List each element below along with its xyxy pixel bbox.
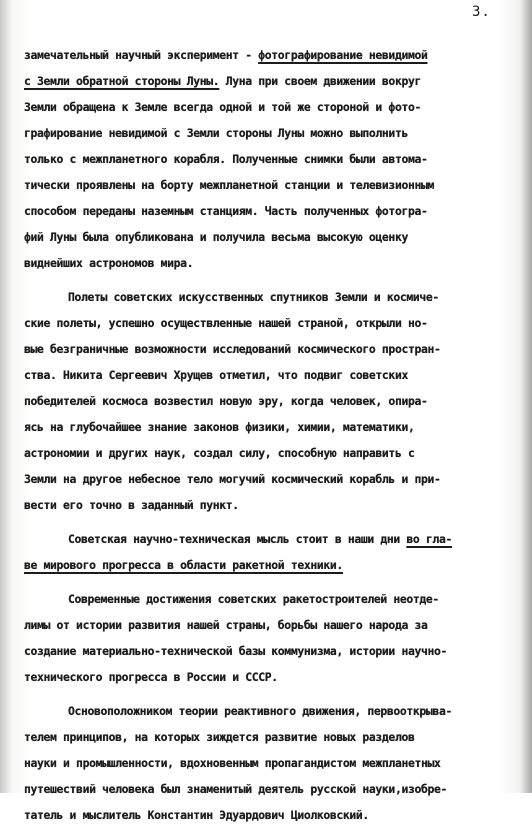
text-line [24, 94, 518, 120]
scan-right-edge-shadow [520, 0, 532, 793]
paragraph-gap [24, 690, 518, 698]
text-segment: ства. Никита Сергеевич Хрущев отметил, что подвиг советских [24, 368, 408, 382]
text-line [24, 284, 518, 310]
text-segment: Основоположником теории реактивного движения, первооткрыва- [68, 704, 452, 718]
text-segment: Луна при своем движении вокруг [219, 74, 421, 88]
text-line [24, 198, 518, 224]
text-line [24, 362, 518, 388]
page-number: 3. [472, 4, 491, 20]
text-segment: вести его точно в заданный пункт. [24, 498, 239, 512]
text-segment: графирование невидимой с Земли стороны Луны можно выполнить [24, 126, 408, 140]
text-segment: путешествий человека был знаменитый деятель русской науки,изобре- [24, 782, 448, 796]
text-line [24, 146, 518, 172]
text-segment: Полеты советских искусственных спутников Земли и космиче- [68, 290, 439, 304]
text-segment: лимы от истории развития нашей страны, борьбы нашего народа за [24, 618, 428, 632]
text-segment: науки и промышленности, вдохновенным пропагандистом межпланетных [24, 756, 441, 770]
text-segment: Современные достижения советских ракетостроителей неотде- [68, 592, 439, 606]
text-line [24, 664, 518, 690]
document-body [24, 42, 518, 828]
text-segment: замечательный научный эксперимент - [24, 48, 259, 62]
text-line [24, 612, 518, 638]
text-segment: ские полеты, успешно осуществленные нашей страной, открыли но- [24, 316, 428, 330]
text-segment: фий Луны была опубликована и получила весьма высокую оценку [24, 230, 408, 244]
paragraph-gap [24, 518, 518, 526]
text-segment: астрономии и других наук, создал силу, способную направить с [24, 446, 415, 460]
text-line [24, 492, 518, 518]
text-segment: Земли обращена к Земле всегда одной и той же стороной и фото- [24, 100, 421, 114]
paragraph [24, 284, 518, 518]
text-segment: Земли на другое небесное тело могучий космический корабль и при- [24, 472, 441, 486]
text-segment: только с межпланетного корабля. Полученные снимки были автома- [24, 152, 428, 166]
text-line [24, 68, 518, 94]
text-line [24, 336, 518, 362]
text-line [24, 440, 518, 466]
text-segment: ясь на глубочайшее знание законов физики, химии, математики, [24, 420, 415, 434]
underlined-text: ве мирового прогресса в области ракетной техники. [24, 558, 343, 572]
paragraph [24, 42, 518, 276]
text-line [24, 776, 518, 802]
text-segment: телем принципов, на которых зиждется развитие новых разделов [24, 730, 415, 744]
text-line [24, 466, 518, 492]
text-line [24, 802, 518, 828]
text-line [24, 698, 518, 724]
text-segment: Советская научно-техническая мысль стоит в наши дни [68, 532, 407, 546]
text-segment: виднейших астрономов мира. [24, 256, 194, 270]
text-line [24, 120, 518, 146]
text-line [24, 552, 518, 578]
text-segment: способом переданы наземным станциям. Часть полученных фотогра- [24, 204, 428, 218]
text-line [24, 250, 518, 276]
text-line [24, 224, 518, 250]
text-segment: тически проявлены на борту межпланетной станции и телевизионным [24, 178, 434, 192]
text-line [24, 42, 518, 68]
text-segment: вые безграничные возможности исследований космического простран- [24, 342, 441, 356]
paragraph-gap [24, 578, 518, 586]
text-segment: создание материально-технической базы коммунизма, истории научно- [24, 644, 448, 658]
text-line [24, 310, 518, 336]
text-line [24, 750, 518, 776]
text-segment: технического прогресса в России и СССР. [24, 670, 278, 684]
text-line [24, 172, 518, 198]
text-segment: победителей космоса возвестил новую эру, когда человек, опира- [24, 394, 428, 408]
scan-left-edge-shadow [0, 0, 12, 793]
underlined-text: с Земли обратной стороны Луны. [24, 74, 220, 88]
text-line [24, 526, 518, 552]
text-line [24, 724, 518, 750]
text-line [24, 388, 518, 414]
underlined-text: во гла- [406, 532, 452, 546]
paragraph [24, 526, 518, 578]
paragraph [24, 586, 518, 690]
paragraph [24, 698, 518, 828]
text-line [24, 414, 518, 440]
text-line [24, 638, 518, 664]
text-line [24, 586, 518, 612]
underlined-text: фотографирование невидимой [258, 48, 428, 62]
text-segment: татель и мыслитель Константин Эдуардович Циолковский. [24, 808, 369, 822]
paragraph-gap [24, 276, 518, 284]
